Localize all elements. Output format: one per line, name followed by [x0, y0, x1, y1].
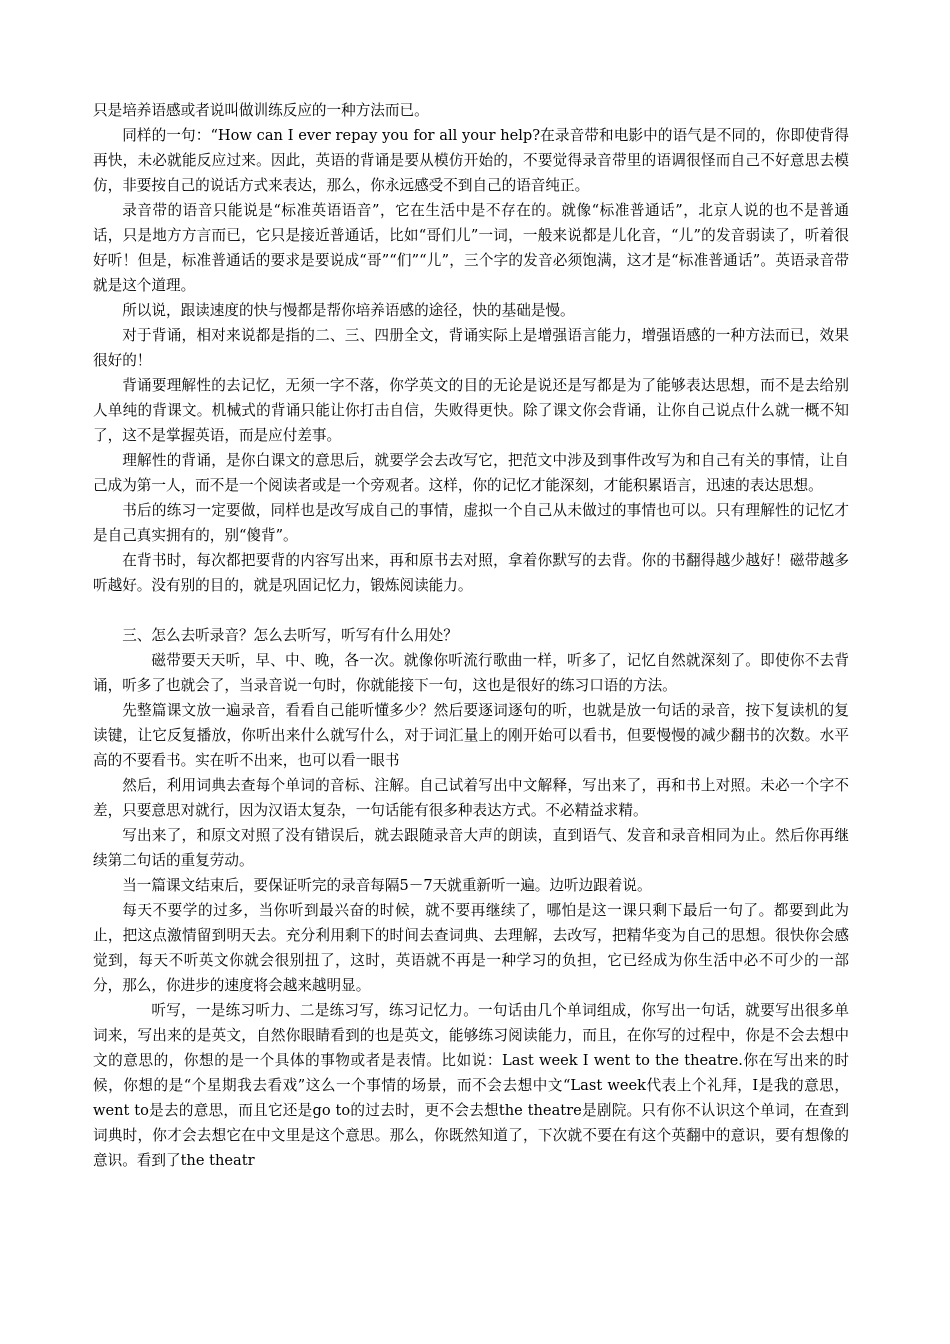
- paragraph-understanding-memory: 背诵要理解性的去记忆，无须一字不落，你学英文的目的无论是说还是写都是为了能够表达思想，而不是去给别人单纯的背课文。机械式的背诵只能让你打击自信，失败得更快。除了课文你会背诵，让你自己说点什么就一概不知了，这不是掌握英语，而是应付差事。: [93, 377, 849, 444]
- paragraph-daily-amount: 每天不要学的过多，当你听到最兴奋的时候，就不要再继续了，哪怕是这一课只剩下最后一句了。都要到此为止，把这点激情留到明天去。充分利用剩下的时间去查词典、去理解，去改写，把精华变为自己的思想。很快你会感觉到，每天不听英文你就会很别扭了，这时，英语就不再是一种学习的负担，它已经成为你生活中必不可少的一部分，那么，你进步的速度将会越来越明显。: [93, 902, 849, 994]
- paragraph-continuation: 只是培养语感或者说叫做训练反应的一种方法而已。: [93, 102, 429, 119]
- paragraph-rewriting: 理解性的背诵，是你白课文的意思后，就要学会去改写它，把范文中涉及到事件改写为和自己有关的事情，让自己成为第一人，而不是一个阅读者或是一个旁观者。这样，你的记忆才能深刻，才能积累语言，迅速的表达思想。: [93, 452, 849, 494]
- paragraph-review-interval: 当一篇课文结束后，要保证听完的录音每隔5－7天就重新听一遍。边听边跟着说。: [122, 877, 652, 894]
- paragraph-dictionary: 然后，利用词典去查每个单词的音标、注解。自己试着写出中文解释，写出来了，再和书上对照。未必一个字不差，只要意思对就行，因为汉语太复杂，一句话能有很多种表达方式。不必精益求精。: [93, 777, 849, 819]
- document-page: [93, 98, 849, 1173]
- paragraph-dictation-purpose: 听写，一是练习听力、二是练习写，练习记忆力。一句话由几个单词组成，你写出一句话，就要写出很多单词来，写出来的是英文，自然你眼睛看到的也是英文，能够练习阅读能力，而且，在你写的过程中，你是不会去想中文的意思的，你想的是一个具体的事物或者是表情。比如说：Last week I went to the theatre.你在写出来的时候，你想的是“个星期我去看戏”这么一个事情的场景，而不会去想中文“Last week代表上个礼拜，I是我的意思，went to是去的意思，而且它还是go to的过去时，更不会去想the theatre是剧院。只有你不认识这个单词，在查到词典时，你才会去想它在中文里是这个意思。那么，你既然知道了，下次就不要在有这个英翻中的意识，要有想像的意识。看到了the theatr: [93, 1002, 849, 1169]
- paragraph-dictation-recitation: 在背书时，每次都把要背的内容写出来，再和原书去对照，拿着你默写的去背。你的书翻得越少越好！磁带越多听越好。没有别的目的，就是巩固记忆力，锻炼阅读能力。: [93, 552, 849, 594]
- section-heading: 三、怎么去听录音？怎么去听写，听写有什么用处？: [122, 627, 458, 644]
- paragraph-recitation-scope: 对于背诵，相对来说都是指的二、三、四册全文，背诵实际上是增强语言能力，增强语感的一种方法而已，效果很好的！: [93, 327, 849, 369]
- paragraph-exercises: 书后的练习一定要做，同样也是改写成自己的事情，虚拟一个自己从未做过的事情也可以。只有理解性的记忆才是自己真实拥有的，别“傻背”。: [93, 502, 849, 544]
- section-spacer: [93, 598, 849, 623]
- paragraph-standard-pronunciation: 录音带的语音只能说是“标准英语语音”，它在生活中是不存在的。就像“标准普通话”，北京人说的也不是普通话，只是地方方言而已，它只是接近普通话，比如“哥们儿”一词，一般来说都是儿化音，“儿”的发音弱读了，听着很好听！但是，标准普通话的要求是要说成“哥”“们”“儿”，三个字的发音必须饱满，这才是“标准普通话”。英语录音带就是这个道理。: [93, 202, 849, 294]
- paragraph-reading-speed: 所以说，跟读速度的快与慢都是帮你培养语感的途径，快的基础是慢。: [122, 302, 575, 319]
- paragraph-read-aloud: 写出来了，和原文对照了没有错误后，就去跟随录音大声的朗读，直到语气、发音和录音相同为止。然后你再继续第二句话的重复劳动。: [93, 827, 849, 869]
- paragraph-repay-example: 同样的一句：“How can I ever repay you for all your help?在录音带和电影中的语气是不同的，你即使背得再快，未必就能反应过来。因此，英语的背诵是要从模仿开始的，不要觉得录音带里的语调很怪而自己不好意思去模仿，非要按自己的说话方式来表达，那么，你永远感受不到自己的语音纯正。: [93, 127, 849, 194]
- paragraph-sentence-by-sentence: 先整篇课文放一遍录音，看看自己能听懂多少？然后要逐词逐句的听，也就是放一句话的录音，按下复读机的复读键，让它反复播放，你听出来什么就写什么，对于词汇量上的刚开始可以看书，但要慢慢的减少翻书的次数。水平高的不要看书。实在听不出来，也可以看一眼书: [93, 702, 849, 769]
- paragraph-listen-daily: 磁带要天天听，早、中、晚，各一次。就像你听流行歌曲一样，听多了，记忆自然就深刻了。即使你不去背诵，听多了也就会了，当录音说一句时，你就能接下一句，这也是很好的练习口语的方法。: [93, 652, 849, 694]
